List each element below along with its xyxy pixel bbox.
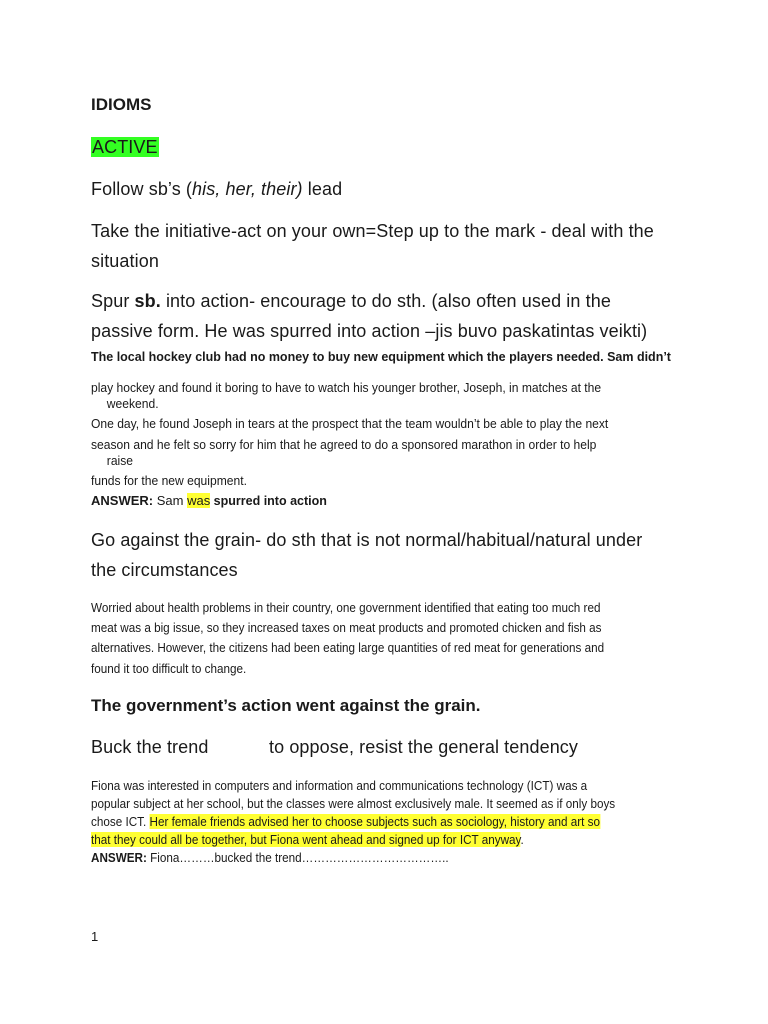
- answer-text-end: spurred into action: [210, 494, 327, 508]
- idiom-against-grain-line1: Go against the grain- do sth that is not normal/habitual/natural under: [91, 530, 643, 550]
- example-bold-line: The local hockey club had no money to buy new equipment which the players needed. Sam didn’t: [91, 350, 671, 364]
- idiom-text: Spur: [91, 291, 135, 311]
- idiom-against-grain-line2: the circumstances: [91, 560, 238, 580]
- answer-highlight: was: [187, 493, 211, 508]
- answer-label: ANSWER:: [91, 493, 154, 508]
- idiom-spur-into-action-line2: passive form. He was spurred into action –jis buvo paskatintas veikti): [91, 321, 648, 341]
- example-paragraph-line: weekend.: [106, 396, 159, 411]
- idiom-bold-text: sb.: [134, 291, 161, 311]
- page-number: 1: [91, 929, 99, 944]
- example-paragraph-line: raise: [106, 453, 134, 468]
- idiom-spur-into-action-line1: [91, 291, 611, 312]
- example-highlight: that they could all be together, but Fiona went ahead and signed up for ICT anyway: [91, 832, 521, 847]
- idiom-text-end: into action- encourage to do sth. (also often used in the: [160, 291, 611, 311]
- idiom-take-initiative-line2: situation: [91, 251, 159, 271]
- answer-text: Sam: [153, 493, 188, 508]
- section-label-active: [91, 137, 159, 158]
- example-paragraph-line: [91, 814, 600, 830]
- example-text: chose ICT.: [91, 814, 150, 829]
- example-paragraph-line: [91, 832, 524, 848]
- idiom-italic-text: his, her, their): [192, 179, 303, 199]
- idiom-take-initiative-line1: Take the initiative-act on your own=Step up to the mark - deal with the: [91, 221, 654, 241]
- idiom-text-end: lead: [302, 179, 343, 199]
- example-paragraph-line: meat was a big issue, so they increased taxes on meat products and promoted chicken and fish as: [91, 620, 602, 635]
- example-paragraph-line: alternatives. However, the citizens had been eating large quantities of red meat for generations and: [91, 640, 605, 655]
- example-paragraph-line: play hockey and found it boring to have to watch his younger brother, Joseph, in matches at the: [91, 380, 602, 395]
- answer-label: ANSWER:: [91, 850, 147, 865]
- example-paragraph-line: One day, he found Joseph in tears at the prospect that the team wouldn’t be able to play the next: [91, 416, 609, 431]
- example-paragraph-line: funds for the new equipment.: [91, 473, 247, 488]
- idiom-buck-trend-term: Buck the trend: [91, 737, 209, 757]
- example-paragraph-line: popular subject at her school, but the classes were almost exclusively male. It seemed as if only boys: [91, 796, 616, 811]
- section-label-text: ACTIVE: [92, 137, 158, 157]
- example-paragraph-line: season and he felt so sorry for him that he agreed to do a sponsored marathon in order to help: [91, 437, 597, 452]
- idiom-text: Follow sb’s (: [91, 179, 192, 199]
- idiom-buck-trend-definition: to oppose, resist the general tendency: [269, 737, 578, 757]
- example-paragraph-line: found it too difficult to change.: [91, 661, 247, 676]
- example-highlight: Her female friends advised her to choose subjects such as sociology, history and art so: [149, 814, 600, 829]
- answer-buck-trend: [91, 850, 449, 866]
- example-text: .: [520, 832, 524, 847]
- document-title: IDIOMS: [91, 95, 152, 114]
- example-paragraph-line: Fiona was interested in computers and information and communications technology (ICT) was a: [91, 778, 588, 793]
- answer-text: Fiona………bucked the trend………………………………..: [146, 850, 449, 865]
- idiom-follow-lead: [91, 179, 342, 200]
- answer-against-grain: The government’s action went against the grain.: [91, 696, 481, 715]
- answer-spur: [91, 493, 327, 508]
- example-paragraph-line: Worried about health problems in their country, one government identified that eating too much red: [91, 600, 601, 615]
